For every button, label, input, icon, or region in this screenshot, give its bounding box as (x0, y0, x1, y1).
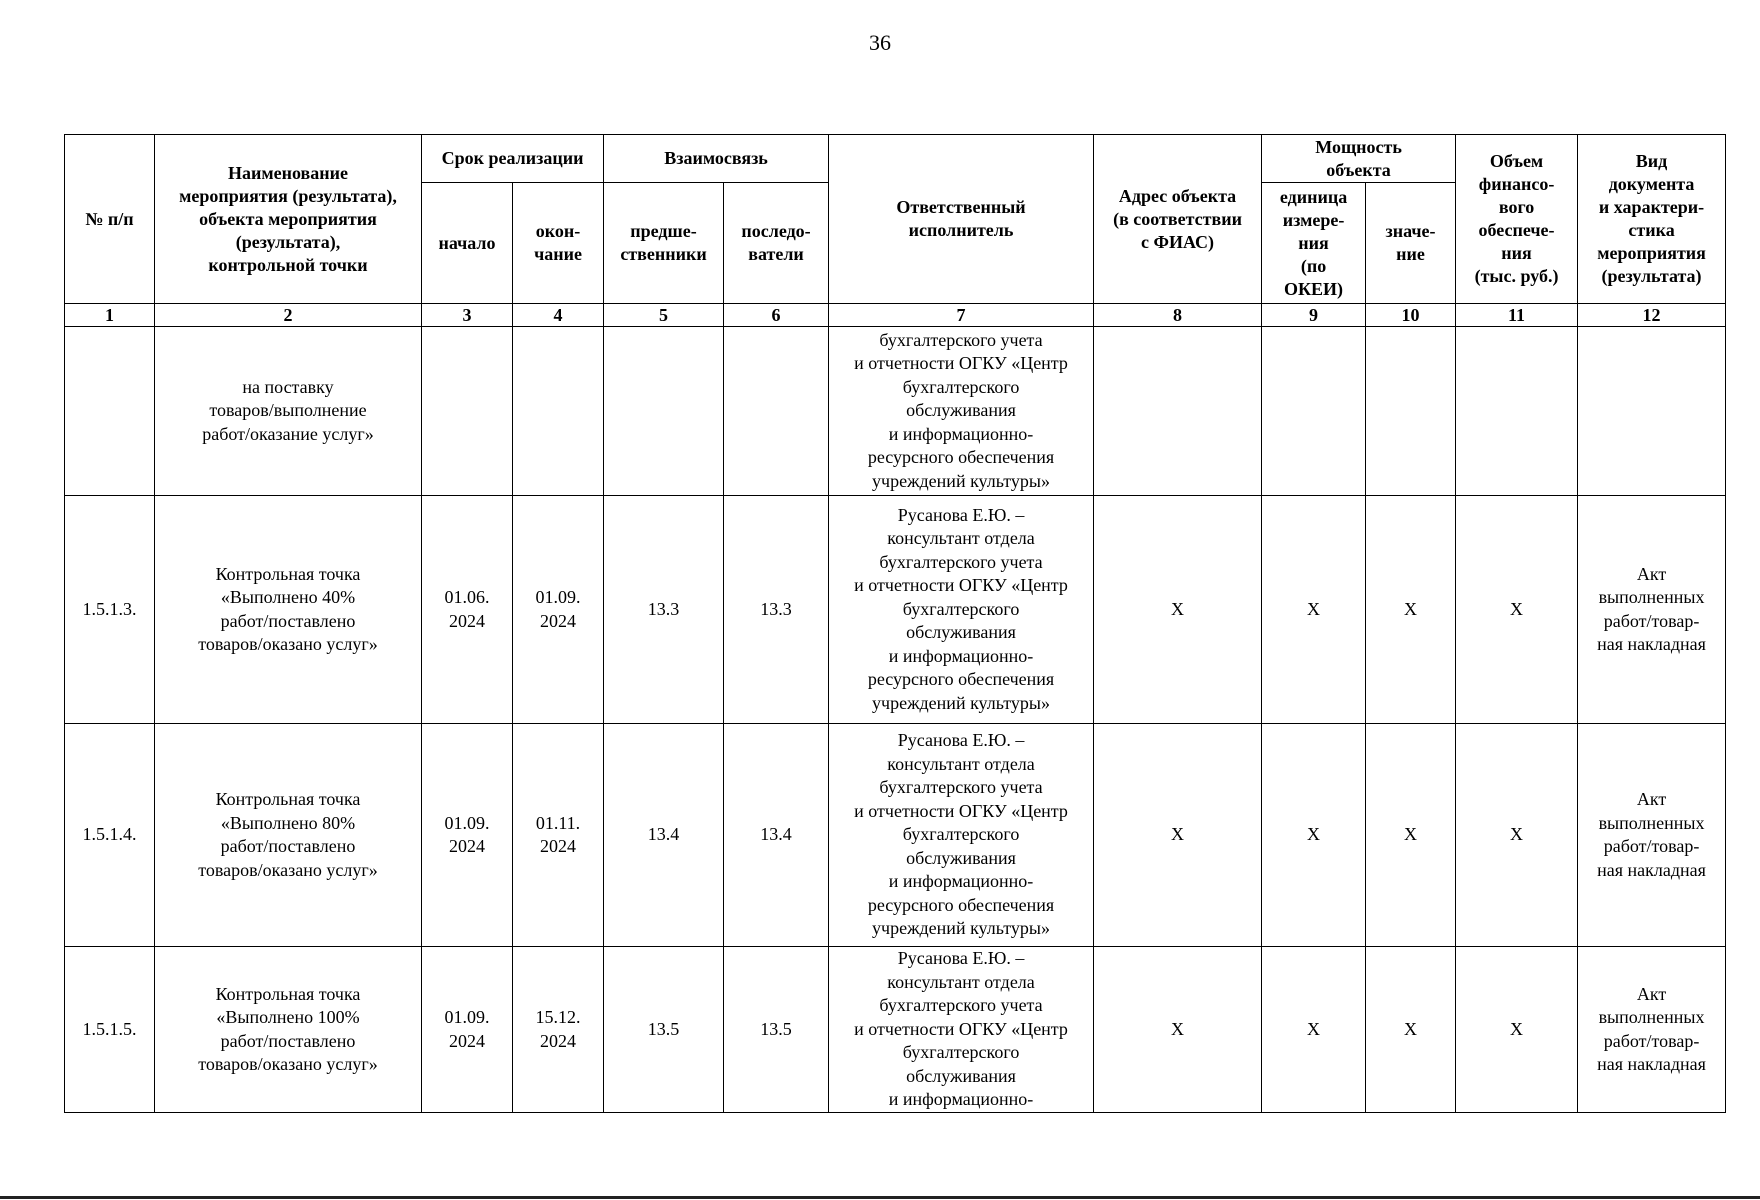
cell-executor: Русанова Е.Ю. – консультант отдела бухгалтерского учета и отчетности ОГКУ «Центр бухгалтерского обслуживания и информационно- ресурсного обеспечения учреждений культуры» (829, 724, 1094, 947)
cell-finance: X (1456, 724, 1578, 947)
header-relation: Взаимосвязь (604, 135, 829, 183)
cell-pred: 13.4 (604, 724, 724, 947)
column-number: 7 (829, 304, 1094, 327)
header-unit: единица измере- ния (по ОКЕИ) (1262, 183, 1366, 304)
cell-num (65, 327, 155, 496)
cell-end: 01.09. 2024 (513, 496, 604, 724)
cell-doc: Акт выполненных работ/товар- ная накладная (1578, 947, 1726, 1113)
header-num: № п/п (65, 135, 155, 304)
header-doc: Вид документа и характери- стика мероприятия (результата) (1578, 135, 1726, 304)
cell-doc (1578, 327, 1726, 496)
cell-name: Контрольная точка «Выполнено 80% работ/поставлено товаров/оказано услуг» (155, 724, 422, 947)
cell-executor: Русанова Е.Ю. – консультант отдела бухгалтерского учета и отчетности ОГКУ «Центр бухгалтерского обслуживания и информационно- ресурсного обеспечения учреждений культуры» (829, 496, 1094, 724)
table-row (65, 947, 1726, 1113)
cell-unit: X (1262, 947, 1366, 1113)
header-predecessors: предше- ственники (604, 183, 724, 304)
cell-finance: X (1456, 496, 1578, 724)
column-number: 3 (422, 304, 513, 327)
plan-table (64, 134, 1726, 1113)
cell-num: 1.5.1.3. (65, 496, 155, 724)
column-number: 12 (1578, 304, 1726, 327)
continuation-row (65, 327, 1726, 496)
cell-doc: Акт выполненных работ/товар- ная накладная (1578, 496, 1726, 724)
column-number: 11 (1456, 304, 1578, 327)
column-number: 2 (155, 304, 422, 327)
cell-pred: 13.5 (604, 947, 724, 1113)
column-number: 1 (65, 304, 155, 327)
page-number: 36 (869, 30, 891, 55)
cell-address: X (1094, 947, 1262, 1113)
cell-start: 01.09. 2024 (422, 724, 513, 947)
cell-succ (724, 327, 829, 496)
column-number: 5 (604, 304, 724, 327)
header-value: значе- ние (1366, 183, 1456, 304)
header-end: окон- чание (513, 183, 604, 304)
cell-value: X (1366, 724, 1456, 947)
table-row (65, 724, 1726, 947)
cell-finance (1456, 327, 1578, 496)
cell-name: на поставку товаров/выполнение работ/оказание услуг» (155, 327, 422, 496)
header-successors: последо- ватели (724, 183, 829, 304)
table-header (65, 135, 1726, 304)
cell-address (1094, 327, 1262, 496)
header-start: начало (422, 183, 513, 304)
cell-succ: 13.5 (724, 947, 829, 1113)
column-number-row (65, 304, 1726, 327)
cell-start: 01.06. 2024 (422, 496, 513, 724)
cell-succ: 13.4 (724, 724, 829, 947)
cell-end (513, 327, 604, 496)
cell-num: 1.5.1.5. (65, 947, 155, 1113)
page-bottom-rule (0, 1196, 1760, 1199)
cell-end: 01.11. 2024 (513, 724, 604, 947)
cell-address: X (1094, 496, 1262, 724)
header-executor: Ответственный исполнитель (829, 135, 1094, 304)
header-capacity: Мощность объекта (1262, 135, 1456, 183)
cell-unit (1262, 327, 1366, 496)
cell-num: 1.5.1.4. (65, 724, 155, 947)
column-number: 10 (1366, 304, 1456, 327)
cell-name: Контрольная точка «Выполнено 40% работ/поставлено товаров/оказано услуг» (155, 496, 422, 724)
header-period: Срок реализации (422, 135, 604, 183)
cell-address: X (1094, 724, 1262, 947)
cell-value: X (1366, 947, 1456, 1113)
header-finance: Объем финансо- вого обеспече- ния (тыс. руб.) (1456, 135, 1578, 304)
cell-name: Контрольная точка «Выполнено 100% работ/поставлено товаров/оказано услуг» (155, 947, 422, 1113)
cell-start: 01.09. 2024 (422, 947, 513, 1113)
cell-start (422, 327, 513, 496)
cell-finance: X (1456, 947, 1578, 1113)
header-address: Адрес объекта (в соответствии с ФИАС) (1094, 135, 1262, 304)
header-name: Наименование мероприятия (результата), объекта мероприятия (результата), контрольной точки (155, 135, 422, 304)
cell-succ: 13.3 (724, 496, 829, 724)
cell-doc: Акт выполненных работ/товар- ная накладная (1578, 724, 1726, 947)
cell-pred (604, 327, 724, 496)
column-number: 4 (513, 304, 604, 327)
column-number: 8 (1094, 304, 1262, 327)
column-number: 6 (724, 304, 829, 327)
cell-executor: бухгалтерского учета и отчетности ОГКУ «Центр бухгалтерского обслуживания и информационно- ресурсного обеспечения учреждений культуры» (829, 327, 1094, 496)
cell-pred: 13.3 (604, 496, 724, 724)
cell-unit: X (1262, 724, 1366, 947)
column-number: 9 (1262, 304, 1366, 327)
cell-end: 15.12. 2024 (513, 947, 604, 1113)
cell-value: X (1366, 496, 1456, 724)
cell-unit: X (1262, 496, 1366, 724)
table-row (65, 496, 1726, 724)
cell-executor: Русанова Е.Ю. – консультант отдела бухгалтерского учета и отчетности ОГКУ «Центр бухгалтерского обслуживания и информационно- (829, 947, 1094, 1113)
cell-value (1366, 327, 1456, 496)
